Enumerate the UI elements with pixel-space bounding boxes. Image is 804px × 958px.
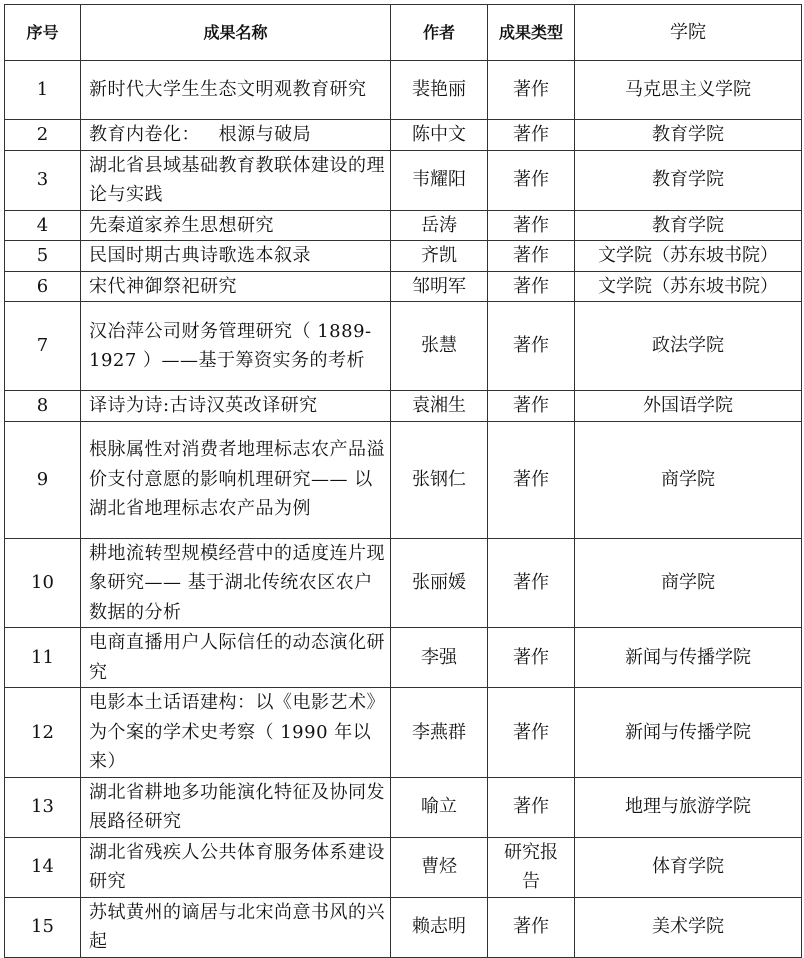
row-no: 14: [5, 837, 81, 897]
row-college: 商学院: [575, 538, 802, 628]
row-type: 著作: [488, 271, 575, 302]
row-college: 外国语学院: [575, 391, 802, 422]
row-college: 体育学院: [575, 837, 802, 897]
row-college: 新闻与传播学院: [575, 628, 802, 688]
row-title: 电影本土话语建构：以《电影艺术》为个案的学术史考察（ 1990 年以来）: [81, 688, 391, 778]
row-college: 教育学院: [575, 210, 802, 241]
table-row: [5, 421, 802, 538]
row-title: 民国时期古典诗歌选本叙录: [81, 241, 391, 272]
row-title: 湖北省县域基础教育教联体建设的理论与实践: [81, 150, 391, 210]
row-no: 3: [5, 150, 81, 210]
row-type: 著作: [488, 538, 575, 628]
row-no: 7: [5, 302, 81, 391]
table-row: [5, 538, 802, 628]
row-title: 新时代大学生生态文明观教育研究: [81, 61, 391, 120]
table-row: [5, 210, 802, 241]
row-type: 著作: [488, 897, 575, 957]
row-no: 5: [5, 241, 81, 272]
row-type: 著作: [488, 777, 575, 837]
row-no: 15: [5, 897, 81, 957]
header-row: [5, 5, 802, 61]
row-no: 6: [5, 271, 81, 302]
row-college: 地理与旅游学院: [575, 777, 802, 837]
header-author: 作者: [391, 5, 488, 61]
table-row: [5, 271, 802, 302]
row-author: 张慧: [391, 302, 488, 391]
row-no: 11: [5, 628, 81, 688]
achievements-table: [4, 4, 802, 958]
row-type: 著作: [488, 241, 575, 272]
row-author: 李燕群: [391, 688, 488, 778]
row-author: 裴艳丽: [391, 61, 488, 120]
header-no: 序号: [5, 5, 81, 61]
row-type: 著作: [488, 120, 575, 151]
row-no: 2: [5, 120, 81, 151]
row-title: 教育内卷化： 根源与破局: [81, 120, 391, 151]
row-title: 宋代神御祭祀研究: [81, 271, 391, 302]
row-college: 新闻与传播学院: [575, 688, 802, 778]
row-college: 文学院（苏东坡书院）: [575, 271, 802, 302]
table-row: [5, 897, 802, 957]
table-row: [5, 61, 802, 120]
header-title: 成果名称: [81, 5, 391, 61]
table-row: [5, 628, 802, 688]
table-row: [5, 241, 802, 272]
row-no: 4: [5, 210, 81, 241]
row-type: 著作: [488, 61, 575, 120]
row-title: 耕地流转型规模经营中的适度连片现象研究—— 基于湖北传统农区农户数据的分析: [81, 538, 391, 628]
row-author: 曹烃: [391, 837, 488, 897]
table-row: [5, 777, 802, 837]
table-row: [5, 837, 802, 897]
row-author: 齐凯: [391, 241, 488, 272]
row-title: 湖北省耕地多功能演化特征及协同发展路径研究: [81, 777, 391, 837]
row-title: 苏轼黄州的谪居与北宋尚意书风的兴起: [81, 897, 391, 957]
row-author: 张丽媛: [391, 538, 488, 628]
row-author: 喻立: [391, 777, 488, 837]
header-type: 成果类型: [488, 5, 575, 61]
row-title: 先秦道家养生思想研究: [81, 210, 391, 241]
row-author: 陈中文: [391, 120, 488, 151]
row-college: 政法学院: [575, 302, 802, 391]
row-author: 韦耀阳: [391, 150, 488, 210]
row-author: 袁湘生: [391, 391, 488, 422]
row-title: 汉冶萍公司财务管理研究（ 1889- 1927 ）——基于筹资实务的考析: [81, 302, 391, 391]
table-row: [5, 302, 802, 391]
row-no: 12: [5, 688, 81, 778]
row-title: 译诗为诗:古诗汉英改译研究: [81, 391, 391, 422]
row-type: 研究报告: [488, 837, 575, 897]
row-type: 著作: [488, 421, 575, 538]
table-row: [5, 150, 802, 210]
row-author: 李强: [391, 628, 488, 688]
row-no: 9: [5, 421, 81, 538]
row-college: 美术学院: [575, 897, 802, 957]
header-college: 学院: [575, 5, 802, 61]
row-no: 10: [5, 538, 81, 628]
row-no: 1: [5, 61, 81, 120]
row-author: 岳涛: [391, 210, 488, 241]
table-row: [5, 120, 802, 151]
row-author: 张钢仁: [391, 421, 488, 538]
row-college: 马克思主义学院: [575, 61, 802, 120]
row-type: 著作: [488, 150, 575, 210]
row-title: 根脉属性对消费者地理标志农产品溢价支付意愿的影响机理研究—— 以湖北省地理标志农产品为例: [81, 421, 391, 538]
row-college: 教育学院: [575, 120, 802, 151]
row-title: 电商直播用户人际信任的动态演化研究: [81, 628, 391, 688]
row-type: 著作: [488, 302, 575, 391]
row-type: 著作: [488, 391, 575, 422]
row-college: 文学院（苏东坡书院）: [575, 241, 802, 272]
row-type: 著作: [488, 210, 575, 241]
row-no: 8: [5, 391, 81, 422]
table-row: [5, 391, 802, 422]
row-no: 13: [5, 777, 81, 837]
row-title: 湖北省残疾人公共体育服务体系建设研究: [81, 837, 391, 897]
row-author: 赖志明: [391, 897, 488, 957]
row-type: 著作: [488, 628, 575, 688]
row-author: 邹明军: [391, 271, 488, 302]
table-row: [5, 688, 802, 778]
row-college: 商学院: [575, 421, 802, 538]
row-college: 教育学院: [575, 150, 802, 210]
row-type: 著作: [488, 688, 575, 778]
